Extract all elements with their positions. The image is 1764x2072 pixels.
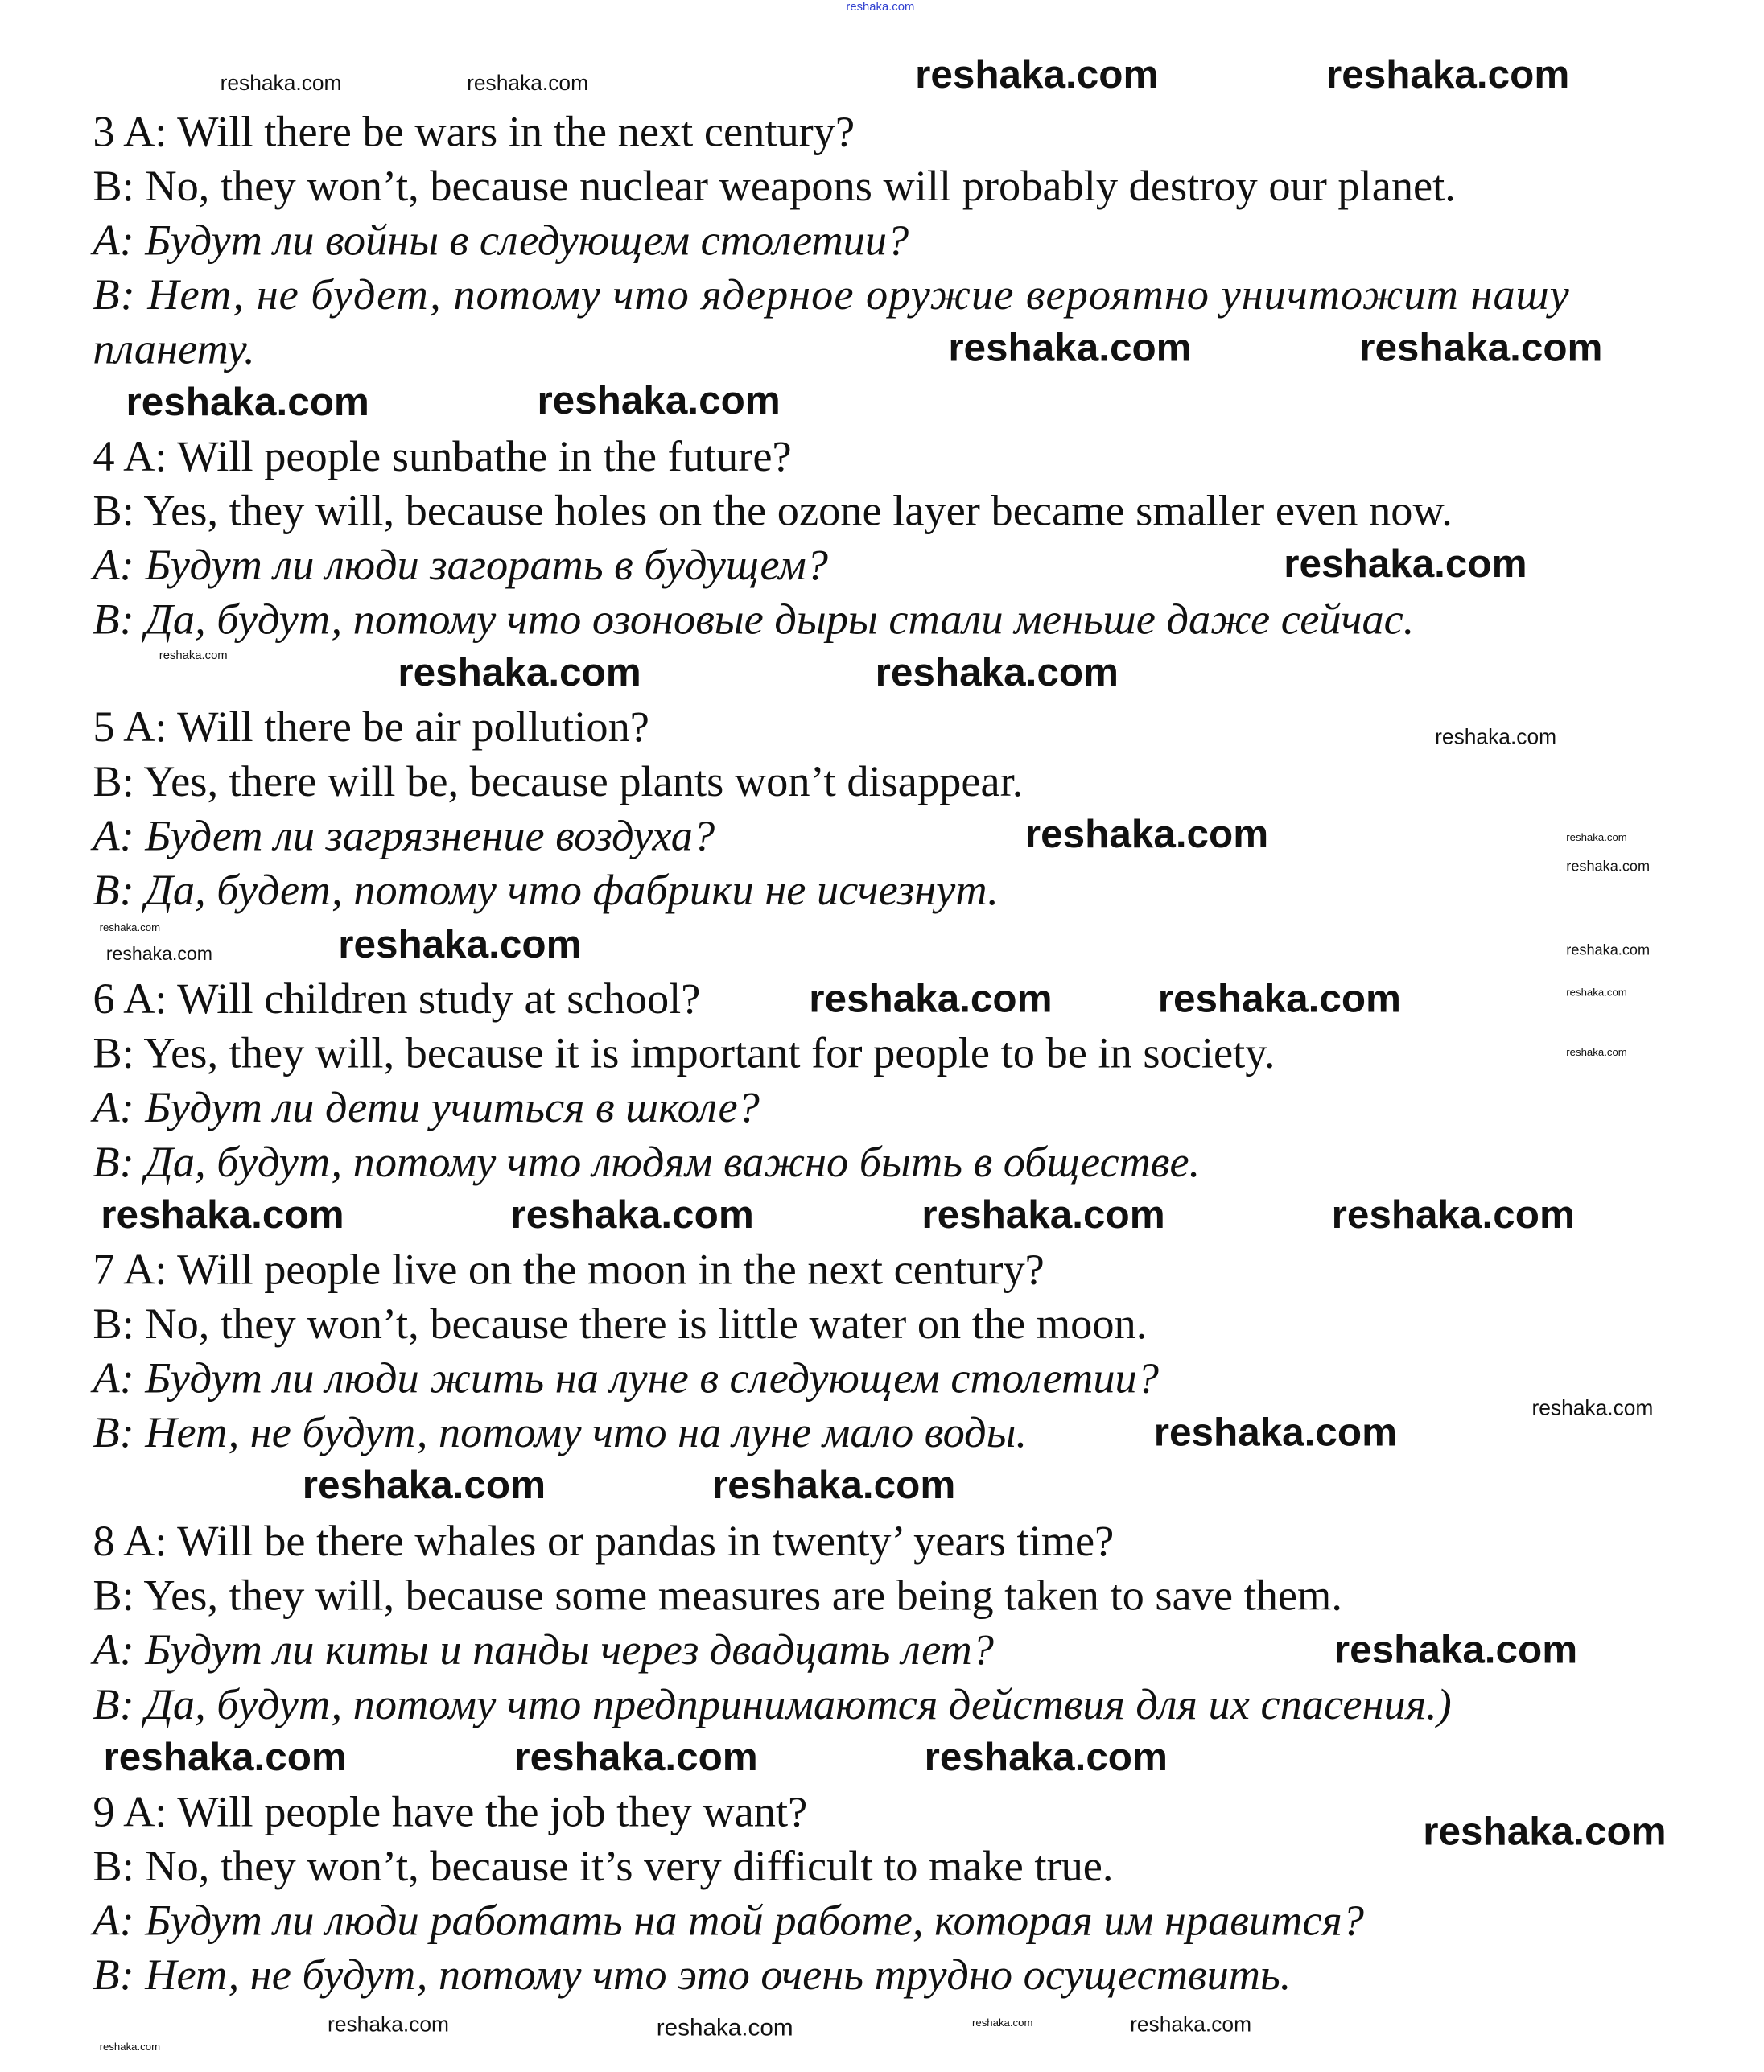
- question-9-en: 9 A: Will people have the job they want?: [93, 1789, 808, 1837]
- watermark: reshaka.com: [948, 326, 1192, 370]
- answer-9-en: B: No, they won’t, because it’s very difficult to make true.: [93, 1843, 1114, 1892]
- watermark: reshaka.com: [103, 1736, 347, 1780]
- watermark: reshaka.com: [1423, 1810, 1667, 1854]
- watermark: reshaka.com: [1284, 542, 1527, 587]
- answer-5-en: B: Yes, there will be, because plants won’t disappear.: [93, 758, 1024, 806]
- question-4-en: 4 A: Will people sunbathe in the future?: [93, 433, 792, 482]
- question-9-ru: A: Будут ли люди работать на той работе, которая им нравится?: [93, 1897, 1364, 1946]
- watermark: reshaka.com: [537, 379, 781, 423]
- question-7-ru: A: Будут ли люди жить на луне в следующем столетии?: [93, 1355, 1159, 1403]
- answer-3-ru: B: Нет, не будет, потому что ядерное оружие вероятно уничтожит нашу: [93, 271, 1570, 320]
- watermark: reshaka.com: [1531, 1397, 1654, 1421]
- watermark: reshaka.com: [1435, 727, 1557, 750]
- watermark: reshaka.com: [1130, 2014, 1252, 2037]
- answer-7-ru: B: Нет, не будут, потому что на луне мало воды.: [93, 1409, 1028, 1458]
- watermark: reshaka.com: [1566, 831, 1627, 844]
- watermark: reshaka.com: [1566, 942, 1651, 959]
- watermark: reshaka.com: [971, 2016, 1033, 2029]
- watermark: reshaka.com: [328, 2014, 450, 2037]
- watermark: reshaka.com: [302, 1464, 546, 1508]
- watermark: reshaka.com: [514, 1736, 758, 1780]
- watermark: reshaka.com: [105, 942, 212, 965]
- question-5-ru: A: Будет ли загрязнение воздуха?: [93, 813, 715, 861]
- answer-4-en: B: Yes, they will, because holes on the ozone layer became smaller even now.: [93, 488, 1453, 536]
- watermark: reshaka.com: [1024, 813, 1269, 857]
- answer-3-en: B: No, they won’t, because nuclear weapons will probably destroy our planet.: [93, 163, 1456, 212]
- question-4-ru: A: Будут ли люди загорать в будущем?: [93, 542, 829, 591]
- watermark: reshaka.com: [924, 1736, 1168, 1780]
- watermark: reshaka.com: [126, 380, 369, 425]
- watermark: reshaka.com: [510, 1193, 754, 1238]
- watermark: reshaka.com: [656, 2014, 793, 2041]
- answer-4-ru: B: Да, будут, потому что озоновые дыры стали меньше даже сейчас.: [93, 596, 1415, 645]
- watermark: reshaka.com: [1359, 326, 1603, 370]
- watermark: reshaka.com: [1331, 1193, 1575, 1238]
- watermark: reshaka.com: [875, 651, 1119, 695]
- question-5-en: 5 A: Will there be air pollution?: [93, 704, 649, 752]
- question-6-en: 6 A: Will children study at school?: [93, 975, 701, 1024]
- watermark: reshaka.com: [159, 648, 228, 662]
- question-3-ru: A: Будут ли войны в следующем столетии?: [93, 217, 909, 266]
- watermark: reshaka.com: [1157, 977, 1402, 1021]
- watermark: reshaka.com: [1566, 1046, 1627, 1059]
- answer-5-ru: B: Да, будет, потому что фабрики не исчезнут.: [93, 867, 999, 916]
- answer-3-ru-cont: планету.: [93, 326, 255, 374]
- watermark: reshaka.com: [1566, 987, 1627, 999]
- watermark: reshaka.com: [1566, 859, 1651, 875]
- question-8-ru: A: Будут ли киты и панды через двадцать лет?: [93, 1627, 994, 1675]
- answer-6-ru: B: Да, будут, потому что людям важно быть в обществе.: [93, 1139, 1201, 1187]
- watermark: reshaka.com: [467, 72, 589, 96]
- watermark: reshaka.com: [220, 72, 342, 96]
- answer-7-en: B: No, they won’t, because there is little water on the moon.: [93, 1300, 1148, 1349]
- watermark: reshaka.com: [846, 0, 915, 14]
- watermark: reshaka.com: [1326, 52, 1570, 97]
- answer-9-ru: B: Нет, не будут, потому что это очень трудно осуществить.: [93, 1951, 1292, 2000]
- question-7-en: 7 A: Will people live on the moon in the next century?: [93, 1246, 1045, 1295]
- answer-8-ru: B: Да, будут, потому что предпринимаются действия для их спасения.): [93, 1681, 1452, 1729]
- watermark: reshaka.com: [809, 977, 1053, 1021]
- watermark: reshaka.com: [99, 921, 161, 934]
- watermark: reshaka.com: [99, 2041, 161, 2053]
- watermark: reshaka.com: [921, 1193, 1165, 1238]
- answer-6-en: B: Yes, they will, because it is important for people to be in society.: [93, 1030, 1276, 1078]
- watermark: reshaka.com: [1333, 1628, 1578, 1673]
- watermark: reshaka.com: [101, 1193, 344, 1238]
- question-3-en: 3 A: Will there be wars in the next century?: [93, 109, 855, 157]
- watermark: reshaka.com: [711, 1464, 956, 1508]
- answer-8-en: B: Yes, they will, because some measures are being taken to save them.: [93, 1572, 1342, 1621]
- watermark: reshaka.com: [1153, 1411, 1398, 1455]
- question-8-en: 8 A: Will be there whales or pandas in twenty’ years time?: [93, 1518, 1115, 1567]
- watermark: reshaka.com: [338, 923, 582, 967]
- question-6-ru: A: Будут ли дети учиться в школе?: [93, 1085, 760, 1133]
- watermark: reshaka.com: [398, 651, 641, 695]
- watermark: reshaka.com: [915, 52, 1159, 97]
